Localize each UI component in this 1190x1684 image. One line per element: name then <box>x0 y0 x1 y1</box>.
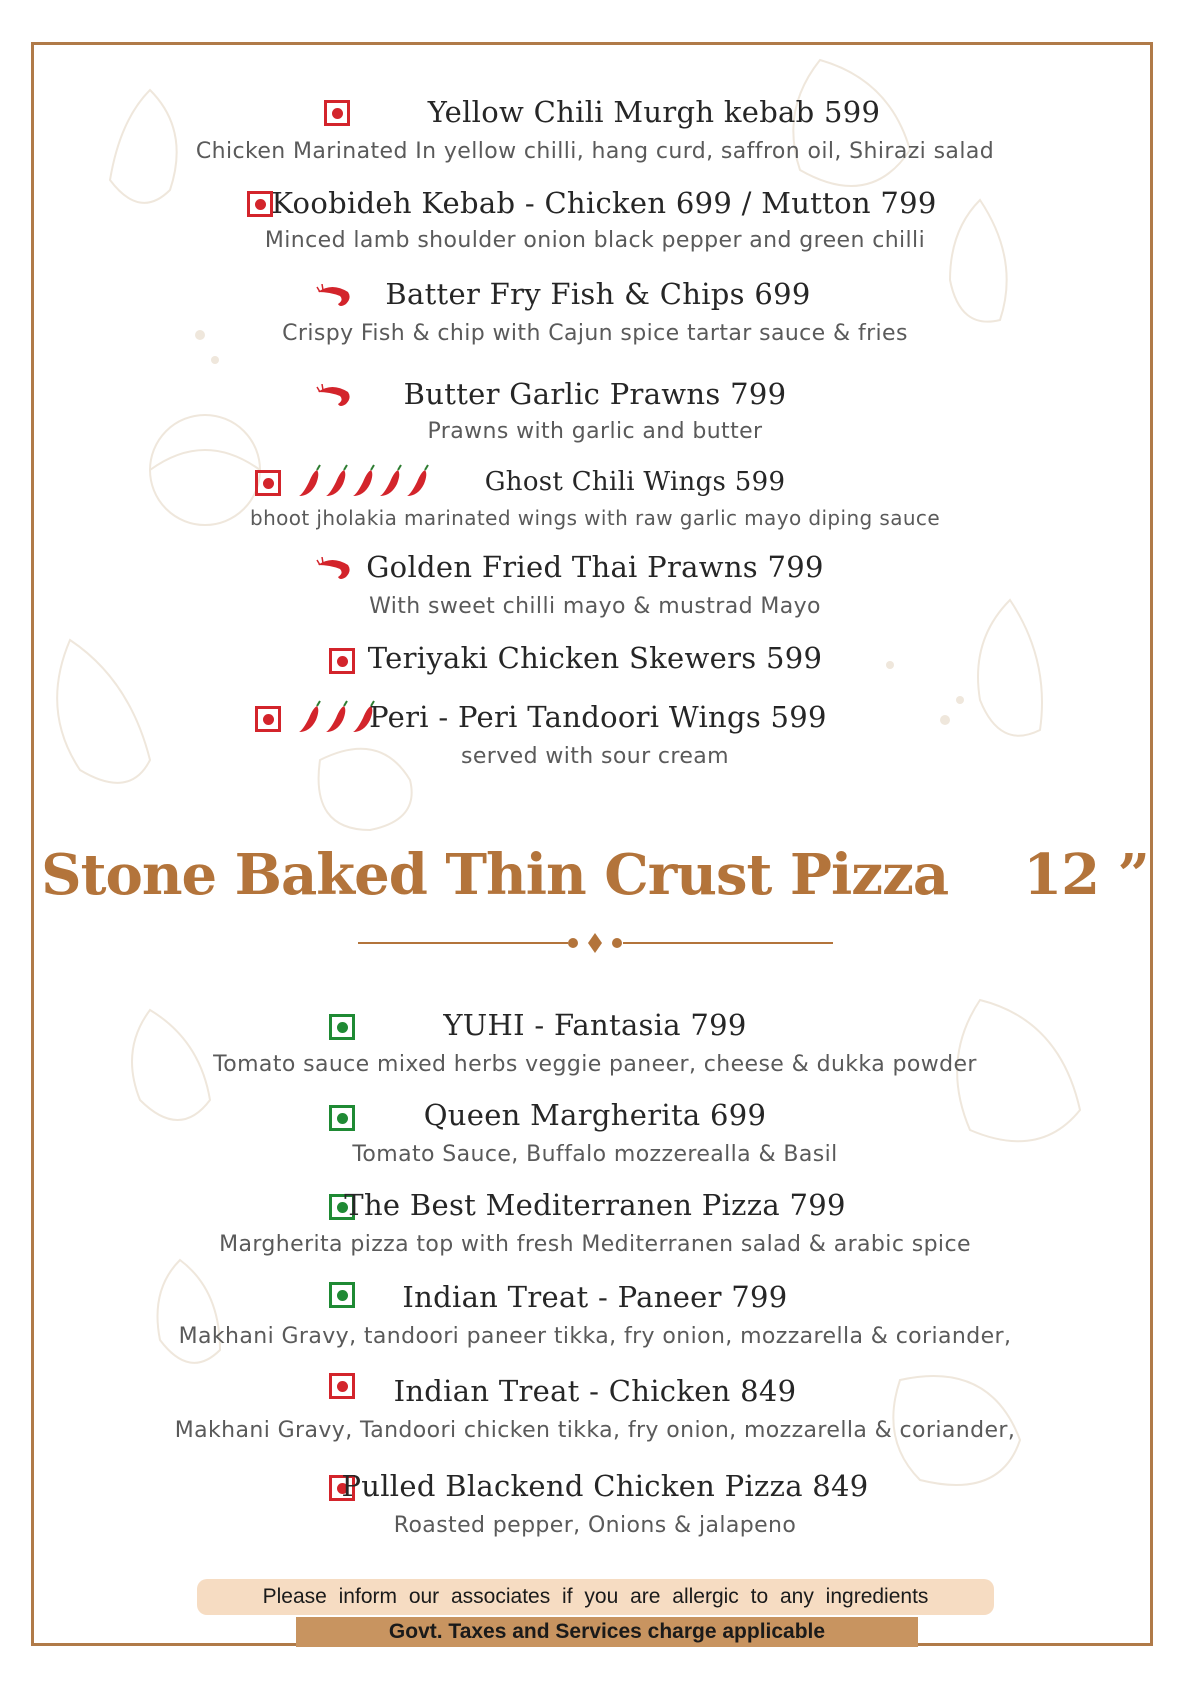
dish-name: Koobideh Kebab - Chicken 699 / Mutton 799 <box>271 186 937 220</box>
dish-description: Tomato Sauce, Buffalo mozzerealla & Basil <box>352 1142 838 1167</box>
dish-name: Teriyaki Chicken Skewers 599 <box>367 641 823 675</box>
section-title-text: Stone Baked Thin Crust Pizza <box>41 842 949 908</box>
dish-row <box>0 1469 1190 1503</box>
dish-name: Peri - Peri Tandoori Wings 599 <box>369 700 827 734</box>
pizza-size: 12 ” <box>1023 842 1149 908</box>
dish-name: Indian Treat - Chicken 849 <box>393 1374 797 1408</box>
dish-row <box>0 1374 1190 1408</box>
dish-name: Queen Margherita 699 <box>423 1098 767 1132</box>
dish-description: Makhani Gravy, Tandoori chicken tikka, fry onion, mozzarella & coriander, <box>174 1418 1016 1443</box>
dish-description: Roasted pepper, Onions & jalapeno <box>393 1513 797 1538</box>
dish-description: Minced lamb shoulder onion black pepper and green chilli <box>264 228 926 253</box>
dish-name: Pulled Blackend Chicken Pizza 849 <box>341 1469 869 1503</box>
dish-row <box>0 1008 1190 1042</box>
dish-row <box>0 700 1190 734</box>
dish-description: Margherita pizza top with fresh Mediterranen salad & arabic spice <box>219 1232 971 1257</box>
dish-name: Indian Treat - Paneer 799 <box>402 1280 788 1314</box>
dish-row <box>0 550 1190 584</box>
dish-description: With sweet chilli mayo & mustrad Mayo <box>369 594 821 619</box>
dish-row <box>0 641 1190 675</box>
dish-row <box>0 277 1190 311</box>
section-title <box>0 842 1190 908</box>
dish-description: Tomato sauce mixed herbs veggie paneer, cheese & dukka powder <box>213 1052 977 1077</box>
dish-name: Ghost Chili Wings 599 <box>484 467 786 497</box>
dish-row <box>0 1098 1190 1132</box>
dish-row <box>0 1188 1190 1222</box>
dish-row <box>0 186 1190 220</box>
tax-notice-text: Govt. Taxes and Services charge applicable <box>388 1620 826 1643</box>
dish-name: Yellow Chili Murgh kebab 599 <box>427 95 881 129</box>
dish-name: Butter Garlic Prawns 799 <box>403 377 787 411</box>
ornamental-divider <box>358 933 833 953</box>
dish-name: Golden Fried Thai Prawns 799 <box>366 550 824 584</box>
dish-description: Prawns with garlic and butter <box>427 419 763 444</box>
dish-description: Crispy Fish & chip with Cajun spice tartar sauce & fries <box>282 321 908 346</box>
dish-description: Makhani Gravy, tandoori paneer tikka, fry onion, mozzarella & coriander, <box>178 1324 1012 1349</box>
dish-row <box>0 377 1190 411</box>
dish-row <box>0 467 1190 497</box>
dish-description: served with sour cream <box>460 744 730 769</box>
dish-description: bhoot jholakia marinated wings with raw garlic mayo diping sauce <box>249 506 941 530</box>
dish-name: The Best Mediterranen Pizza 799 <box>344 1188 846 1222</box>
dish-description: Chicken Marinated In yellow chilli, hang curd, saffron oil, Shirazi salad <box>195 139 995 164</box>
dish-row <box>0 95 1190 129</box>
allergy-notice-text: Please inform our associates if you are allergic to any ingredients <box>262 1585 929 1608</box>
tax-notice <box>296 1617 918 1647</box>
dish-name: YUHI - Fantasia 799 <box>443 1008 747 1042</box>
allergy-notice <box>197 1579 994 1615</box>
dish-name: Batter Fry Fish & Chips 699 <box>385 277 811 311</box>
dish-row <box>0 1280 1190 1314</box>
